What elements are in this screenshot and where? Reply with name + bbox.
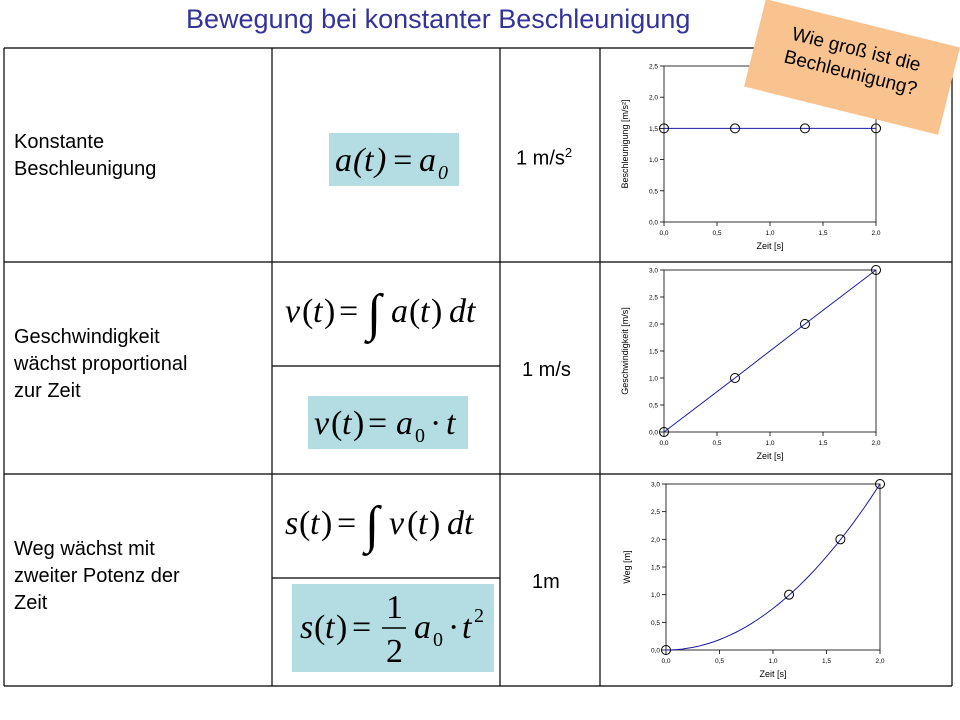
y-tick-label: 2,5 (650, 509, 660, 517)
label-line: zur Zeit (14, 380, 81, 402)
x-tick-label: 0,5 (714, 658, 725, 665)
x-axis-label: Zeit [s] (756, 241, 784, 251)
label-line: Zeit (14, 592, 48, 614)
svg-text:s: s (300, 609, 314, 646)
svg-text:1: 1 (386, 589, 403, 626)
svg-text:(: ( (331, 405, 343, 442)
svg-text:dt: dt (449, 293, 476, 330)
slide-title: Bewegung bei konstanter Beschleunigung (186, 4, 691, 34)
y-tick-label: 0,0 (648, 219, 658, 227)
x-tick-label: 1,0 (768, 658, 778, 665)
y-tick-label: 2,0 (648, 321, 658, 329)
value-superscript: 2 (564, 145, 573, 160)
svg-text:=: = (337, 505, 357, 542)
svg-text:t: t (313, 293, 323, 330)
svg-text:t: t (418, 505, 428, 542)
svg-text:t: t (364, 142, 374, 179)
y-tick-label: 1,5 (648, 348, 658, 356)
formula-distance-integral (279, 494, 493, 556)
value-text: 1 m/s (516, 147, 565, 170)
svg-text:=: = (368, 405, 388, 442)
x-axis-label: Zeit [s] (756, 451, 784, 461)
x-tick-label: 2,0 (875, 658, 885, 665)
y-tick-label: 0,5 (650, 619, 660, 627)
svg-text:t: t (310, 505, 320, 542)
formula-acceleration (329, 133, 459, 186)
svg-text:(: ( (314, 609, 326, 646)
svg-text:∫: ∫ (367, 285, 382, 342)
x-tick-label: 0,0 (659, 230, 669, 237)
y-tick-label: 1,5 (650, 564, 660, 572)
series-line (666, 484, 880, 650)
svg-text:a: a (396, 405, 413, 442)
y-tick-label: 3,0 (650, 481, 660, 489)
y-tick-label: 2,5 (648, 63, 658, 71)
y-tick-label: 1,0 (650, 592, 660, 600)
x-tick-label: 1,0 (765, 230, 775, 237)
svg-text:t: t (446, 405, 456, 442)
y-tick-label: 2,0 (648, 94, 658, 102)
svg-text:=: = (352, 609, 372, 646)
svg-text:): ) (431, 293, 443, 330)
formula-velocity (308, 396, 468, 449)
svg-text:v: v (389, 505, 405, 542)
svg-text:(: ( (299, 505, 311, 542)
svg-text:dt: dt (447, 505, 474, 542)
svg-text:0: 0 (415, 425, 425, 447)
y-axis-label: Geschwindigkeit [m/s] (620, 307, 630, 395)
label-line: Konstante (14, 131, 105, 153)
svg-text:): ) (353, 405, 365, 442)
y-tick-label: 0,5 (648, 188, 658, 196)
value-acceleration (516, 145, 572, 171)
svg-text:(: ( (407, 505, 419, 542)
y-axis-label: Beschleunigung [m/s²] (620, 99, 630, 189)
label-line: zweiter Potenz der (14, 565, 180, 587)
x-tick-label: 1,5 (818, 230, 828, 237)
svg-text:(: ( (302, 293, 314, 330)
svg-text:t: t (462, 609, 472, 646)
x-tick-label: 0,5 (712, 230, 722, 237)
y-tick-label: 1,5 (648, 125, 658, 133)
x-tick-label: 0,5 (712, 440, 722, 447)
svg-text:∫: ∫ (365, 497, 380, 554)
svg-text:): ) (324, 293, 336, 330)
row-label-velocity (14, 324, 187, 405)
formula-velocity-integral (279, 282, 493, 344)
y-tick-label: 1,0 (648, 157, 658, 165)
row-label-acceleration (14, 129, 156, 183)
series-line (664, 270, 876, 432)
svg-text:v: v (285, 293, 301, 330)
y-tick-label: 0,5 (648, 402, 658, 410)
y-tick-label: 0,0 (650, 647, 660, 655)
x-tick-label: 0,0 (659, 440, 669, 447)
y-tick-label: 2,5 (648, 294, 658, 302)
y-tick-label: 0,0 (648, 429, 658, 437)
svg-text:): ) (375, 142, 387, 179)
svg-text:2: 2 (474, 605, 484, 627)
y-tick-label: 1,0 (648, 375, 658, 383)
formula-distance (292, 584, 494, 672)
label-line: Weg wächst mit (14, 538, 155, 560)
svg-text:s: s (285, 505, 299, 542)
svg-text:a: a (335, 142, 352, 179)
value-velocity: 1 m/s (522, 359, 571, 381)
x-axis-label: Zeit [s] (759, 669, 787, 679)
svg-text:=: = (339, 293, 359, 330)
x-tick-label: 0,0 (661, 658, 671, 665)
x-tick-label: 2,0 (871, 230, 881, 237)
y-axis-label: Weg [m] (622, 550, 632, 584)
svg-text:): ) (429, 505, 441, 542)
value-distance: 1m (532, 571, 560, 593)
svg-text:): ) (321, 505, 333, 542)
svg-text:·: · (430, 405, 442, 442)
svg-text:a: a (414, 609, 431, 646)
plot-frame (666, 484, 880, 650)
row-label-distance (14, 536, 180, 617)
svg-text:): ) (336, 609, 348, 646)
svg-text:0: 0 (433, 629, 443, 651)
svg-text:a: a (419, 142, 436, 179)
svg-text:=: = (391, 142, 414, 179)
x-tick-label: 2,0 (871, 440, 881, 447)
svg-text:t: t (342, 405, 352, 442)
svg-text:(: ( (409, 293, 421, 330)
x-tick-label: 1,5 (821, 658, 832, 665)
x-tick-label: 1,0 (765, 440, 775, 447)
chart-velocity (602, 264, 896, 472)
svg-text:0: 0 (438, 162, 448, 184)
label-line: wächst proportional (14, 353, 188, 375)
svg-text:v: v (314, 405, 330, 442)
chart-distance (602, 476, 896, 686)
svg-text:·: · (448, 609, 460, 646)
label-line: Geschwindigkeit (14, 326, 160, 348)
question-callout: Wie groß ist die Bechleunigung? (744, 0, 960, 135)
x-tick-label: 1,5 (818, 440, 828, 447)
label-line: Beschleunigung (14, 158, 157, 180)
svg-text:t: t (420, 293, 430, 330)
y-tick-label: 2,0 (650, 536, 660, 544)
svg-text:2: 2 (386, 633, 403, 670)
svg-text:a: a (391, 293, 408, 330)
svg-text:(: ( (353, 142, 365, 179)
y-tick-label: 3,0 (648, 267, 658, 275)
svg-text:t: t (325, 609, 335, 646)
